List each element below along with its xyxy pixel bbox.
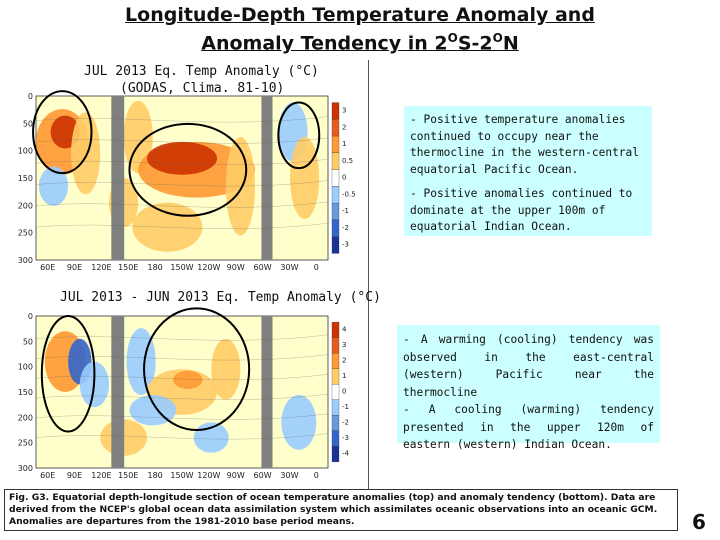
colorbar-label: 0 <box>342 387 347 396</box>
x-tick-label: 90W <box>226 471 245 480</box>
anomaly-blob <box>281 395 316 450</box>
colorbar-label: 1 <box>342 140 347 149</box>
vertical-divider <box>368 60 369 496</box>
land-mask <box>111 96 124 260</box>
colorbar-swatch <box>332 103 339 120</box>
slide-title <box>0 4 720 55</box>
colorbar-swatch <box>332 384 339 400</box>
anomaly-blob <box>147 142 217 175</box>
colorbar-label: -3 <box>342 434 349 443</box>
land-mask <box>261 96 272 260</box>
land-mask <box>261 316 272 468</box>
colorbar-swatch <box>332 220 339 237</box>
colorbar-label: 0.5 <box>342 156 354 165</box>
colorbar-swatch <box>332 338 339 354</box>
y-tick-label: 250 <box>17 228 33 238</box>
x-tick-label: 120W <box>197 471 221 480</box>
x-tick-label: 0 <box>313 263 319 272</box>
land-mask <box>111 316 124 468</box>
colorbar-label: 3 <box>342 340 347 349</box>
note-bottom-item-2: - A cooling (warming) tendency presented in the upper 120m of eastern (western) Indian Ocean. <box>403 403 654 451</box>
anomaly-blob <box>71 112 100 194</box>
colorbar-label: 2 <box>342 356 347 365</box>
anomaly-blob <box>290 137 319 219</box>
y-tick-label: 150 <box>17 388 33 397</box>
colorbar-label: -2 <box>342 418 349 427</box>
bottom-chart-panel <box>17 290 381 486</box>
note-top-item-2: - Positive anomalies continued to dominate at the upper 100m of equatorial Indian Ocean. <box>410 187 633 233</box>
colorbar-swatch <box>332 203 339 220</box>
colorbar-swatch <box>332 446 339 462</box>
colorbar-swatch <box>332 415 339 431</box>
anomaly-blob <box>211 339 240 400</box>
y-tick-label: 300 <box>17 256 33 265</box>
x-tick-label: 150W <box>170 263 194 272</box>
colorbar-swatch <box>332 353 339 369</box>
colorbar-swatch <box>332 400 339 416</box>
colorbar-swatch <box>332 186 339 203</box>
colorbar-label: -4 <box>342 449 349 458</box>
x-tick-label: 120E <box>91 263 112 272</box>
x-tick-label: 90W <box>226 263 245 272</box>
bottom-heatmap <box>17 290 362 486</box>
x-tick-label: 60E <box>40 263 56 272</box>
y-tick-label: 150 <box>17 174 33 183</box>
colorbar-swatch <box>332 431 339 447</box>
colorbar-swatch <box>332 369 339 385</box>
colorbar-label: 4 <box>342 325 347 334</box>
colorbar-swatch <box>332 136 339 153</box>
note-bottom-item-1: - A warming (cooling) tendency was observed in the east-central (western) Pacific near the thermocline <box>403 333 654 399</box>
top-chart-panel <box>17 62 362 280</box>
figure-caption: Fig. G3. Equatorial depth-longitude section of ocean temperature anomalies (top) and anomaly tendency (bottom). Data are derived from the NCEP's global ocean data assimilation system which assimilates oceanic observations into an oceanic GCM. Anomalies are departures from the 1981-2010 base period means. <box>4 489 678 531</box>
y-tick-label: 100 <box>17 362 33 372</box>
colorbar-label: 3 <box>342 106 347 115</box>
y-tick-label: 50 <box>22 119 33 129</box>
colorbar-swatch <box>332 170 339 187</box>
colorbar-label: -3 <box>342 240 349 249</box>
x-tick-label: 90E <box>66 263 83 272</box>
x-tick-label: 150E <box>118 471 139 480</box>
colorbar-label: -1 <box>342 207 349 216</box>
y-tick-label: 300 <box>17 464 33 473</box>
x-tick-label: 120W <box>197 263 221 272</box>
colorbar-label: 2 <box>342 123 347 132</box>
x-tick-label: 150W <box>170 471 194 480</box>
colorbar-label: 0 <box>342 173 347 182</box>
slide-title-line1: Longitude-Depth Temperature Anomaly and <box>125 4 595 26</box>
y-tick-label: 50 <box>22 337 33 347</box>
top-chart-title: JUL 2013 Eq. Temp Anomaly (°C) <box>84 64 319 79</box>
colorbar-swatch <box>332 119 339 136</box>
y-tick-label: 200 <box>17 201 33 211</box>
page-number: 6 <box>692 510 706 534</box>
colorbar-label: -2 <box>342 223 349 232</box>
x-tick-label: 30W <box>280 263 299 272</box>
slide-title-line2: Anomaly Tendency in $2^OS-2^ON$ <box>201 31 519 55</box>
bottom-chart-title: JUL 2013 - JUN 2013 Eq. Temp Anomaly (°C) <box>60 290 381 305</box>
x-tick-label: 60W <box>253 263 272 272</box>
y-tick-label: 100 <box>17 146 33 156</box>
y-tick-label: 250 <box>17 438 33 448</box>
y-tick-label: 200 <box>17 413 33 423</box>
note-top <box>404 106 652 236</box>
x-tick-label: 30W <box>280 471 299 480</box>
colorbar-label: 1 <box>342 372 347 381</box>
x-tick-label: 60E <box>40 471 56 480</box>
colorbar-swatch <box>332 322 339 338</box>
y-tick-label: 0 <box>27 92 33 101</box>
top-heatmap <box>17 62 362 280</box>
colorbar-swatch <box>332 153 339 170</box>
x-tick-label: 150E <box>118 263 139 272</box>
x-tick-label: 60W <box>253 471 272 480</box>
top-chart-subtitle: (GODAS, Clima. 81-10) <box>120 81 285 96</box>
anomaly-blob <box>173 371 202 389</box>
colorbar-swatch <box>332 237 339 254</box>
colorbar-label: -0.5 <box>342 190 356 199</box>
x-tick-label: 120E <box>91 471 112 480</box>
note-bottom <box>397 325 660 451</box>
colorbar-label: -1 <box>342 403 349 412</box>
note-top-item-1: - Positive temperature anomalies continued to occupy near the thermocline in the western-central equatorial Pacific Ocean. <box>410 113 640 176</box>
x-tick-label: 0 <box>313 471 319 480</box>
y-tick-label: 0 <box>27 312 33 321</box>
x-tick-label: 90E <box>66 471 83 480</box>
x-tick-label: 180 <box>147 263 163 272</box>
x-tick-label: 180 <box>147 471 163 480</box>
